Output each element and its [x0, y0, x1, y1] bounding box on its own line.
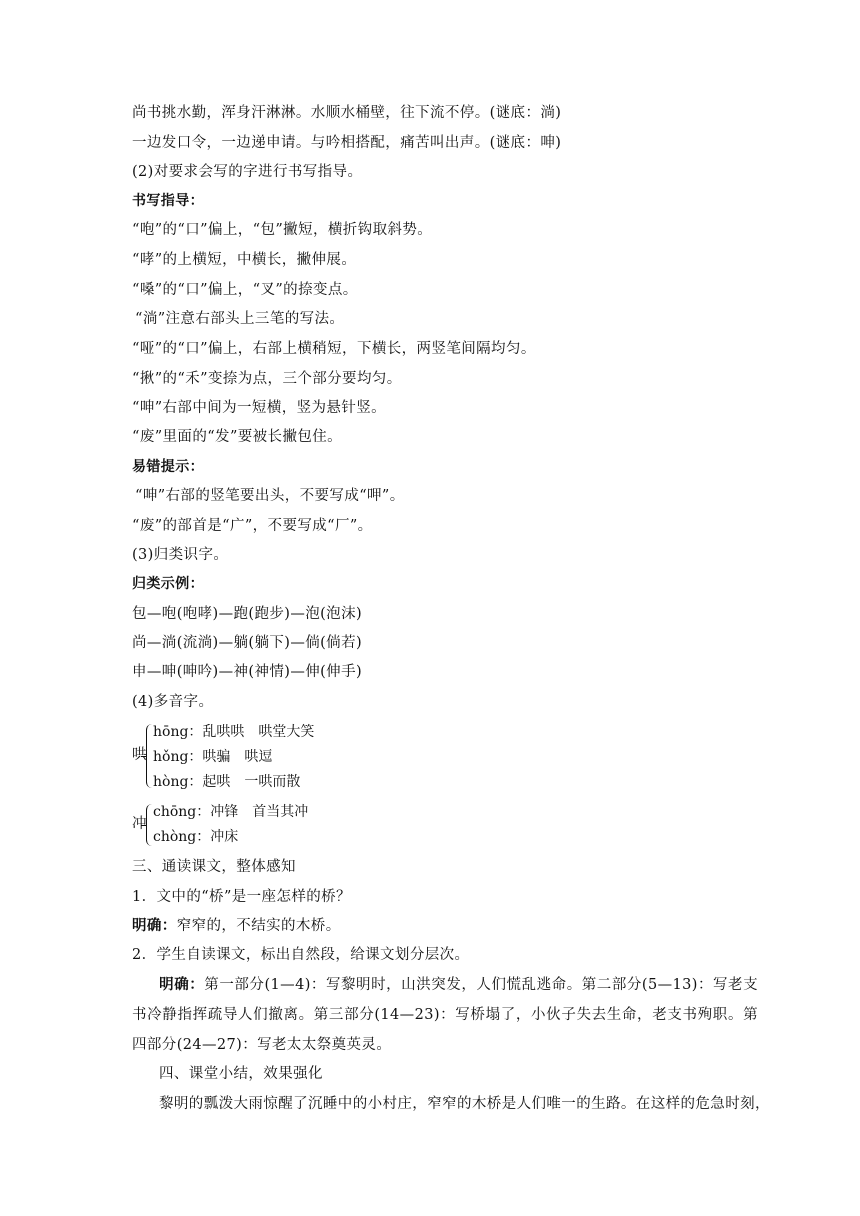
classify-line-2: 尚—淌(流淌)—躺(躺下)—倘(倘若): [132, 635, 363, 651]
answer-2-label: 明确：: [159, 977, 205, 993]
hong-reading-3: hòng：起哄 一哄而散: [153, 774, 301, 790]
riddle-line-2: 一边发口令，一边递申请。与吟相搭配，痛苦叫出声。(谜底：呻): [132, 135, 562, 151]
polyphone-char-chong: 冲: [132, 816, 147, 832]
polyphone-instruction-line: (4)多音字。: [132, 694, 214, 710]
question-1: 1．文中的“桥”是一座怎样的桥？: [132, 889, 351, 905]
answer-1-label: 明确：: [132, 918, 177, 934]
polyphone-char-hong: 哄: [132, 747, 147, 763]
error-tip-1: “呻”右部的竖笔要出头，不要写成“呷”。: [135, 488, 405, 504]
heading-error-tips: 易错提示：: [132, 459, 204, 475]
classify-line-3: 申—呻(呻吟)—神(神情)—伸(伸手): [132, 664, 363, 680]
summary-paragraph-start: 黎明的瓢泼大雨惊醒了沉睡中的小村庄，窄窄的木桥是人们唯一的生路。在这样的危急时刻，: [159, 1096, 770, 1112]
riddle-line-1: 尚书挑水勤，浑身汗淋淋。水顺水桶壁，往下流不停。(谜底：淌): [132, 105, 562, 121]
classify-line-1: 包—咆(咆哮)—跑(跑步)—泡(泡沫): [132, 606, 363, 622]
chong-reading-1: chōng：冲锋 首当其冲: [153, 804, 309, 820]
answer-1-text: 窄窄的，不结实的木桥。: [176, 918, 341, 934]
guide-line-5: “哑”的“口”偏上，右部上横稍短，下横长，两竖笔间隔均匀。: [132, 341, 536, 357]
guide-line-1: “咆”的“口”偏上，“包”撇短，横折钩取斜势。: [132, 222, 433, 238]
section-4-heading: 四、课堂小结，效果强化: [159, 1066, 323, 1082]
answer-1: [132, 916, 341, 936]
question-2: 2．学生自读课文，标出自然段，给课文划分层次。: [132, 947, 470, 963]
hong-reading-1: hōng：乱哄哄 哄堂大笑: [153, 724, 315, 740]
guide-line-2: “哮”的上横短，中横长，撇伸展。: [132, 252, 357, 268]
heading-classify-examples: 归类示例：: [132, 576, 204, 592]
hong-reading-2: hǒng：哄骗 哄逗: [153, 749, 273, 765]
guide-line-3: “嗓”的“口”偏上，“叉”的捺变点。: [132, 282, 358, 298]
guide-line-6: “揪”的“禾”变捺为点，三个部分要均匀。: [132, 371, 402, 387]
guide-line-7: “呻”右部中间为一短横，竖为悬针竖。: [132, 400, 387, 416]
answer-2-paragraph: [132, 970, 758, 1060]
error-tip-2: “废”的部首是“广”，不要写成“厂”。: [132, 518, 373, 534]
section-3-heading: 三、通读课文，整体感知: [132, 859, 296, 875]
guide-line-8: “废”里面的“发”要被长撇包住。: [132, 429, 343, 445]
answer-2-text: 第一部分(1—4)：写黎明时，山洪突发，人们慌乱逃命。第二部分(5—13)：写老支书冷静指挥疏导人们撤离。第三部分(14—23)：写桥塌了，小伙子失去生命，老支书殉职。第四部分(24—27)：写老太太祭奠英灵。: [132, 977, 759, 1053]
writing-instruction-line: (2)对要求会写的字进行书写指导。: [132, 164, 363, 180]
classify-instruction-line: (3)归类识字。: [132, 547, 229, 563]
heading-writing-guide: 书写指导：: [132, 193, 204, 209]
chong-reading-2: chòng：冲床: [153, 829, 239, 845]
guide-line-4: “淌”注意右部头上三笔的写法。: [135, 311, 345, 327]
